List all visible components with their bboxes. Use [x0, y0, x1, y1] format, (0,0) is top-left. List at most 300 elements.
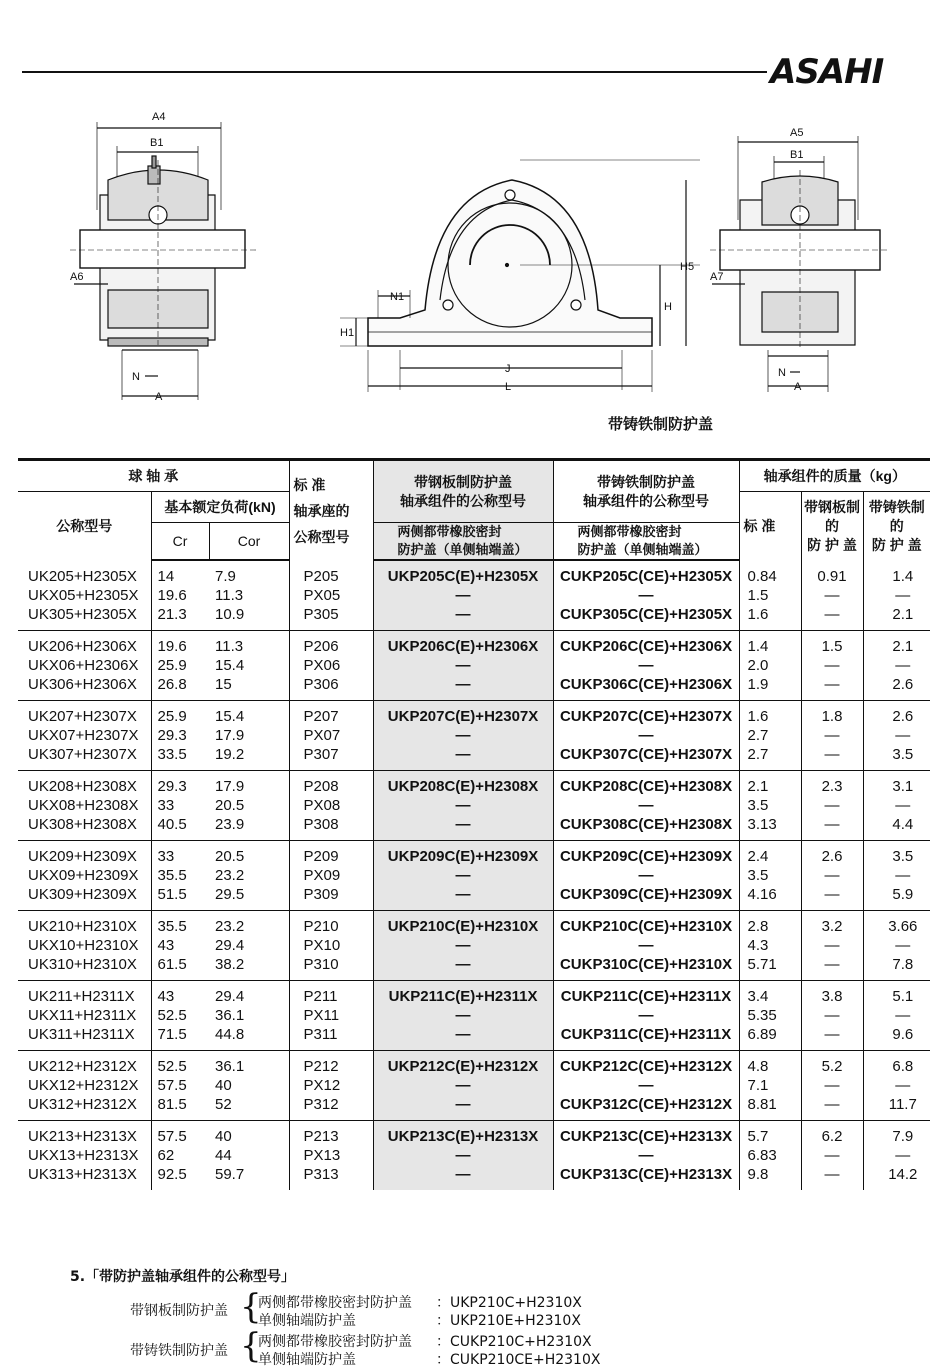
cell-cr: 19.6	[157, 638, 187, 655]
cell-mass-cast: —	[895, 657, 911, 674]
cell-mass-cast: 11.7	[863, 1095, 930, 1121]
header-std-seat	[289, 460, 373, 561]
cell-mass-steel: 2.6	[801, 841, 863, 867]
table-row	[18, 981, 930, 1007]
cell-mass-steel: —	[801, 866, 863, 885]
cell-steel-model: UKP213C(E)+H2313X	[373, 1121, 553, 1147]
header-cast-sub-line2: 防护盖（单侧轴端盖）	[577, 542, 708, 557]
cell-seat: PX11	[289, 1006, 373, 1025]
cell-mass-steel: —	[801, 1076, 863, 1095]
left-section-view	[70, 111, 258, 403]
cell-cast-model: CUKP308C(CE)+H2308X	[553, 815, 739, 841]
center-front-view	[340, 160, 700, 393]
cell-seat: P309	[289, 885, 373, 911]
cell-mass-steel: —	[801, 955, 863, 981]
cell-cor: 19.2	[209, 745, 289, 771]
cell-mass-cast: —	[895, 1147, 911, 1164]
footnote-steel-desc-1: 两侧都带橡胶密封防护盖	[258, 1295, 412, 1311]
cell-mass-std: 5.35	[739, 1006, 801, 1025]
cell-mass-std: 2.7	[739, 726, 801, 745]
cell-model: UKX12+H2312X	[18, 1076, 151, 1095]
header-mass-cast-line2: 的	[889, 517, 904, 534]
cell-mass-steel: —	[801, 1146, 863, 1165]
cell-cast-model: —	[553, 1006, 739, 1025]
cell-cast-model: CUKP212C(CE)+H2312X	[553, 1051, 739, 1077]
cell-cor: 38.2	[209, 955, 289, 981]
cell-steel-model: —	[373, 656, 553, 675]
cell-model: UKX06+H2306X	[18, 656, 151, 675]
cell-mass-cast: 14.2	[888, 1166, 918, 1183]
cell-steel-model: UKP211C(E)+H2311X	[373, 981, 553, 1007]
cell-mass-cast: 5.9	[863, 885, 930, 911]
cell-model: UK213+H2313X	[18, 1121, 151, 1147]
header-cast-sub	[553, 523, 739, 561]
cell-mass-std: 3.5	[739, 796, 801, 815]
cell-mass-cast: —	[895, 937, 911, 954]
table-row	[18, 815, 930, 841]
label-a7: A7	[710, 271, 724, 283]
cell-mass-std: 2.7	[739, 745, 801, 771]
cell-mass-steel: —	[801, 605, 863, 631]
cell-mass-steel: —	[801, 1006, 863, 1025]
cell-cr: 35.5	[157, 867, 187, 884]
cell-seat: P313	[289, 1165, 373, 1190]
cell-cor: 10.9	[209, 605, 289, 631]
cell-seat: P209	[289, 841, 373, 867]
cell-cr: 43	[157, 937, 175, 954]
cell-mass-cast: 3.66	[888, 918, 918, 935]
cell-cor: 11.3	[209, 631, 289, 657]
cell-mass-std: 2.4	[739, 841, 801, 867]
cell-cor: 59.7	[209, 1165, 289, 1190]
cell-model: UK305+H2305X	[18, 605, 151, 631]
cell-mass-cast: —	[895, 1007, 911, 1024]
cell-cr: 52.5	[157, 1058, 187, 1075]
cell-mass-steel: —	[801, 796, 863, 815]
table-row	[18, 560, 930, 586]
table-row	[18, 1165, 930, 1190]
cell-steel-model: —	[373, 1006, 553, 1025]
cell-cor: 15	[209, 675, 289, 701]
header-mass-cast	[863, 492, 930, 561]
cell-cast-model: —	[553, 726, 739, 745]
cell-mass-std: 1.6	[739, 701, 801, 727]
cell-steel-model: —	[373, 1146, 553, 1165]
cell-cr: 52.5	[157, 1007, 187, 1024]
label-n1: N1	[390, 291, 405, 303]
cell-cast-model: CUKP313C(CE)+H2313X	[553, 1165, 739, 1190]
cell-steel-model: UKP207C(E)+H2307X	[373, 701, 553, 727]
cell-model: UK209+H2309X	[18, 841, 151, 867]
table-row	[18, 796, 930, 815]
cell-cr: 57.5	[157, 1077, 187, 1094]
cell-steel-model: —	[373, 1076, 553, 1095]
cell-cast-model: CUKP307C(CE)+H2307X	[553, 745, 739, 771]
cell-steel-model: —	[373, 955, 553, 981]
header-steel-cover-line2: 轴承组件的公称型号	[400, 492, 527, 509]
header-cast-sub-line1: 两侧都带橡胶密封	[577, 524, 682, 539]
cell-model: UK207+H2307X	[18, 701, 151, 727]
cell-steel-model: —	[373, 885, 553, 911]
cell-mass-std: 6.83	[739, 1146, 801, 1165]
cell-model: UK306+H2306X	[18, 675, 151, 701]
cell-cor: 17.9	[209, 726, 289, 745]
spec-table	[18, 458, 930, 1190]
cell-mass-cast: 6.8	[892, 1058, 914, 1075]
cell-cr: 33	[157, 797, 175, 814]
cell-mass-std: 4.3	[739, 936, 801, 955]
cell-mass-std: 1.4	[739, 631, 801, 657]
cell-steel-model: UKP209C(E)+H2309X	[373, 841, 553, 867]
footnote-cast-label: 带铸铁制防护盖	[130, 1343, 228, 1359]
header-mass-steel-line3: 防 护 盖	[807, 536, 857, 553]
cell-seat: P206	[289, 631, 373, 657]
header-ball-bearing: 球 轴 承	[18, 460, 289, 492]
cell-mass-cast: —	[895, 727, 911, 744]
table-row	[18, 1146, 930, 1165]
cell-model: UK310+H2310X	[18, 955, 151, 981]
cell-cr: 62	[157, 1147, 175, 1164]
cell-cr: 14	[157, 568, 175, 585]
label-a5: A5	[790, 127, 804, 139]
cell-seat: P205	[289, 560, 373, 586]
cell-cor: 29.4	[209, 981, 289, 1007]
cell-mass-steel: 6.2	[801, 1121, 863, 1147]
table-row	[18, 701, 930, 727]
table-row	[18, 936, 930, 955]
cell-mass-cast: 2.1	[863, 605, 930, 631]
spec-table-body	[18, 560, 930, 1190]
cell-mass-steel: 0.91	[801, 560, 863, 586]
cell-mass-std: 5.7	[739, 1121, 801, 1147]
header-steel-cover	[373, 460, 553, 523]
cell-seat: P207	[289, 701, 373, 727]
cell-cor: 15.4	[209, 656, 289, 675]
cell-cor: 17.9	[209, 771, 289, 797]
cell-cr: 35.5	[157, 918, 187, 935]
cell-model: UKX05+H2305X	[18, 586, 151, 605]
cell-cr: 25.9	[157, 657, 187, 674]
table-row	[18, 866, 930, 885]
cell-cast-model: CUKP205C(CE)+H2305X	[553, 560, 739, 586]
cell-mass-cast: 2.6	[863, 675, 930, 701]
table-row	[18, 885, 930, 911]
right-section-view	[710, 127, 890, 393]
cell-mass-cast: —	[895, 1077, 911, 1094]
cell-mass-steel: 5.2	[801, 1051, 863, 1077]
header-mass: 轴承组件的质量（kg）	[739, 460, 930, 492]
cell-mass-steel: —	[801, 726, 863, 745]
cell-mass-cast: 4.4	[863, 815, 930, 841]
cell-model: UK307+H2307X	[18, 745, 151, 771]
cell-steel-model: UKP205C(E)+H2305X	[373, 560, 553, 586]
cell-cor: 23.2	[209, 911, 289, 937]
header-std-seat-line3: 公称型号	[293, 528, 350, 545]
cell-cast-model: —	[553, 1146, 739, 1165]
footnote-steel-brace: {	[240, 1287, 262, 1327]
cell-steel-model: —	[373, 726, 553, 745]
cell-mass-steel: —	[801, 1025, 863, 1051]
cell-mass-steel: —	[801, 1165, 863, 1190]
cell-mass-std: 0.84	[739, 560, 801, 586]
cell-model: UKX11+H2311X	[18, 1006, 151, 1025]
cell-cast-model: CUKP208C(CE)+H2308X	[553, 771, 739, 797]
table-row	[18, 631, 930, 657]
cell-cor: 40	[209, 1121, 289, 1147]
cell-cr: 51.5	[151, 885, 209, 911]
cell-steel-model: —	[373, 1095, 553, 1121]
cell-mass-steel: 3.2	[801, 911, 863, 937]
cell-seat: P213	[289, 1121, 373, 1147]
cell-cast-model: CUKP305C(CE)+H2305X	[553, 605, 739, 631]
table-row	[18, 745, 930, 771]
cell-cor: 20.5	[209, 841, 289, 867]
cell-cor: 44.8	[209, 1025, 289, 1051]
cell-steel-model: —	[373, 745, 553, 771]
cell-mass-cast: 3.5	[892, 848, 914, 865]
cell-steel-model: —	[373, 1165, 553, 1190]
cell-mass-steel: 2.3	[801, 771, 863, 797]
cell-model: UK308+H2308X	[18, 815, 151, 841]
header-mass-steel-line1: 带钢板制	[804, 498, 861, 515]
label-b1: B1	[150, 137, 164, 149]
cell-seat: P211	[289, 981, 373, 1007]
footnote-steel-desc-2: 单侧轴端防护盖	[258, 1313, 356, 1329]
cell-cast-model: CUKP309C(CE)+H2309X	[553, 885, 739, 911]
cell-cr: 92.5	[157, 1166, 187, 1183]
cell-model: UK205+H2305X	[18, 560, 151, 586]
cell-model: UKX13+H2313X	[18, 1146, 151, 1165]
cell-steel-model: —	[373, 675, 553, 701]
header-cast-cover-line1: 带铸铁制防护盖	[597, 473, 696, 490]
cell-cast-model: —	[553, 936, 739, 955]
cell-cast-model: —	[553, 866, 739, 885]
cell-seat: P306	[289, 675, 373, 701]
label-a: A	[155, 391, 163, 403]
cell-mass-cast: 2.1	[892, 638, 914, 655]
cell-mass-std: 7.1	[739, 1076, 801, 1095]
cell-steel-model: UKP208C(E)+H2308X	[373, 771, 553, 797]
cell-cast-model: CUKP306C(CE)+H2306X	[553, 675, 739, 701]
cell-mass-steel: 3.8	[801, 981, 863, 1007]
cell-seat: PX09	[289, 866, 373, 885]
cell-cast-model: CUKP213C(CE)+H2313X	[553, 1121, 739, 1147]
cell-model: UKX10+H2310X	[18, 936, 151, 955]
cell-cr: 33	[157, 848, 175, 865]
label-h: H	[664, 301, 672, 313]
table-row	[18, 955, 930, 981]
cell-cast-model: CUKP312C(CE)+H2312X	[553, 1095, 739, 1121]
cell-cr: 19.6	[157, 587, 187, 604]
cell-mass-std: 5.71	[739, 955, 801, 981]
cell-mass-steel: —	[801, 885, 863, 911]
cell-cr: 33.5	[151, 745, 209, 771]
cell-seat: P305	[289, 605, 373, 631]
cell-seat: PX07	[289, 726, 373, 745]
cell-mass-std: 6.89	[739, 1025, 801, 1051]
label-n: N	[132, 371, 140, 383]
cell-cr: 81.5	[151, 1095, 209, 1121]
table-row	[18, 1121, 930, 1147]
footnote-cast-value-1: ：CUKP210C+H2310X	[436, 1334, 592, 1350]
cell-mass-std: 1.9	[739, 675, 801, 701]
cell-model: UK208+H2308X	[18, 771, 151, 797]
header-cr: Cr	[151, 523, 209, 561]
cell-steel-model: —	[373, 605, 553, 631]
cell-steel-model: —	[373, 815, 553, 841]
cell-cr: 61.5	[151, 955, 209, 981]
cell-cast-model: —	[553, 796, 739, 815]
label-h1: H1	[340, 327, 355, 339]
cell-mass-cast: —	[895, 587, 911, 604]
cell-mass-std: 2.8	[739, 911, 801, 937]
cell-cor: 52	[209, 1095, 289, 1121]
cell-seat: P208	[289, 771, 373, 797]
table-row	[18, 1025, 930, 1051]
cell-mass-cast: 2.6	[892, 708, 914, 725]
header-std-seat-line2: 轴承座的	[293, 502, 350, 519]
cell-steel-model: —	[373, 936, 553, 955]
cell-mass-cast: 9.6	[863, 1025, 930, 1051]
cell-seat: P311	[289, 1025, 373, 1051]
cell-mass-steel: —	[801, 936, 863, 955]
cell-seat: P312	[289, 1095, 373, 1121]
cell-cast-model: CUKP311C(CE)+H2311X	[553, 1025, 739, 1051]
label-b1-right: B1	[790, 149, 804, 161]
cell-cr: 25.9	[157, 708, 187, 725]
cell-model: UKX07+H2307X	[18, 726, 151, 745]
cell-cr: 21.3	[151, 605, 209, 631]
cell-steel-model: UKP206C(E)+H2306X	[373, 631, 553, 657]
cell-model: UK210+H2310X	[18, 911, 151, 937]
cell-steel-model: UKP212C(E)+H2312X	[373, 1051, 553, 1077]
table-row	[18, 726, 930, 745]
cell-mass-steel: —	[801, 745, 863, 771]
cell-cor: 23.2	[209, 866, 289, 885]
header-steel-sub-line2: 防护盖（单侧轴端盖）	[397, 542, 528, 557]
header-mass-cast-line3: 防 护 盖	[871, 536, 922, 553]
cell-steel-model: —	[373, 796, 553, 815]
cell-mass-cast: 7.8	[863, 955, 930, 981]
cell-mass-cast: 3.1	[892, 778, 914, 795]
cell-cr: 26.8	[151, 675, 209, 701]
header-mass-steel-line2: 的	[825, 517, 840, 534]
cell-mass-steel: —	[801, 675, 863, 701]
cell-mass-std: 3.13	[739, 815, 801, 841]
cell-seat: P310	[289, 955, 373, 981]
cell-cast-model: CUKP206C(CE)+H2306X	[553, 631, 739, 657]
cell-mass-steel: 1.5	[801, 631, 863, 657]
header-mass-cast-line1: 带铸铁制	[868, 498, 925, 515]
cell-model: UK309+H2309X	[18, 885, 151, 911]
cell-mass-cast: —	[895, 867, 911, 884]
cell-mass-steel: —	[801, 815, 863, 841]
cell-cor: 36.1	[209, 1006, 289, 1025]
cell-cr: 29.3	[157, 778, 187, 795]
label-h5: H5	[680, 261, 695, 273]
table-row	[18, 1076, 930, 1095]
header-cor: Cor	[209, 523, 289, 561]
brand-logo: ASAHI	[770, 52, 884, 92]
cell-model: UK212+H2312X	[18, 1051, 151, 1077]
header-mass-steel	[801, 492, 863, 561]
cell-mass-steel: —	[801, 586, 863, 605]
table-row	[18, 586, 930, 605]
header-steel-sub	[373, 523, 553, 561]
cell-cor: 29.4	[209, 936, 289, 955]
cell-mass-std: 8.81	[739, 1095, 801, 1121]
cell-cor: 29.5	[209, 885, 289, 911]
cell-model: UK211+H2311X	[18, 981, 151, 1007]
cell-cast-model: CUKP210C(CE)+H2310X	[553, 911, 739, 937]
header-steel-sub-line1: 两侧都带橡胶密封	[397, 524, 502, 539]
cell-cast-model: CUKP207C(CE)+H2307X	[553, 701, 739, 727]
cell-cast-model: CUKP209C(CE)+H2309X	[553, 841, 739, 867]
table-row	[18, 656, 930, 675]
header-cast-cover-line2: 轴承组件的公称型号	[583, 492, 710, 509]
footnote-cast-desc-1: 两侧都带橡胶密封防护盖	[258, 1334, 412, 1350]
cell-mass-std: 3.4	[739, 981, 801, 1007]
table-row	[18, 1095, 930, 1121]
footnote-steel-label: 带钢板制防护盖	[130, 1303, 228, 1319]
footnote-cast-brace: {	[240, 1326, 262, 1366]
cell-model: UK311+H2311X	[18, 1025, 151, 1051]
cell-cast-model: CUKP310C(CE)+H2310X	[553, 955, 739, 981]
cell-cr: 29.3	[157, 727, 187, 744]
cell-cor: 20.5	[209, 796, 289, 815]
cell-cast-model: —	[553, 586, 739, 605]
header-basic-load: 基本额定负荷(kN)	[151, 492, 289, 523]
label-n-right: N	[778, 367, 786, 379]
cell-steel-model: —	[373, 586, 553, 605]
table-row	[18, 675, 930, 701]
cell-cast-model: —	[553, 1076, 739, 1095]
cell-steel-model: —	[373, 866, 553, 885]
table-row	[18, 1051, 930, 1077]
label-a-right: A	[794, 381, 802, 393]
footnote-cast-value-2: ：CUKP210CE+H2310X	[436, 1352, 601, 1368]
header-rule	[22, 71, 767, 73]
cell-cr: 71.5	[151, 1025, 209, 1051]
table-row	[18, 1006, 930, 1025]
cell-mass-std: 4.16	[739, 885, 801, 911]
footnote-cast-desc-2: 单侧轴端防护盖	[258, 1352, 356, 1368]
cell-cast-model: —	[553, 656, 739, 675]
cell-cor: 11.3	[209, 586, 289, 605]
footnote-steel-value-1: ：UKP210C+H2310X	[436, 1295, 582, 1311]
cell-mass-std: 4.8	[739, 1051, 801, 1077]
footnote-steel-value-2: ：UKP210E+H2310X	[436, 1313, 581, 1329]
cell-model: UKX08+H2308X	[18, 796, 151, 815]
cell-mass-std: 2.0	[739, 656, 801, 675]
cell-cor: 44	[209, 1146, 289, 1165]
cell-seat: P212	[289, 1051, 373, 1077]
cell-cr: 40.5	[151, 815, 209, 841]
cell-mass-std: 3.5	[739, 866, 801, 885]
cell-seat: P308	[289, 815, 373, 841]
table-row	[18, 841, 930, 867]
cell-mass-cast: 5.1	[892, 988, 914, 1005]
cell-seat: PX10	[289, 936, 373, 955]
drawing-caption: 带铸铁制防护盖	[608, 415, 714, 433]
cell-steel-model: UKP210C(E)+H2310X	[373, 911, 553, 937]
cell-cr: 57.5	[157, 1128, 187, 1145]
cell-mass-steel: —	[801, 656, 863, 675]
cell-seat: PX05	[289, 586, 373, 605]
footnote-title: 5.「带防护盖轴承组件的公称型号」	[70, 1269, 296, 1285]
cell-mass-std: 1.5	[739, 586, 801, 605]
table-row	[18, 911, 930, 937]
